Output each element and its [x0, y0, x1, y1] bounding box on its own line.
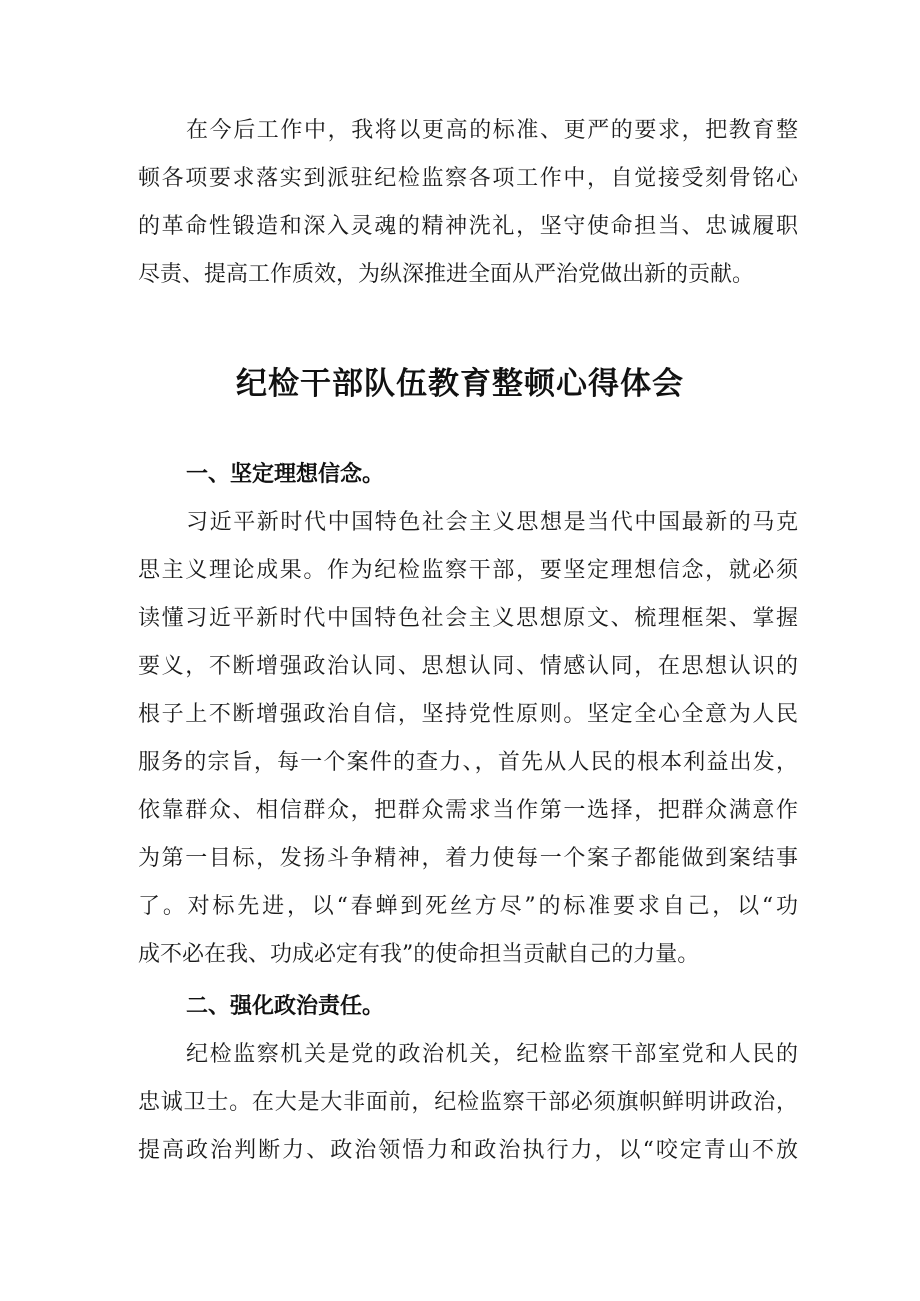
section1-line: 了。对标先进，以“春蝉到死丝方尽”的标准要求自己，以“功: [138, 894, 798, 919]
section1-line: 读懂习近平新时代中国特色社会主义思想原文、梳理框架、掌握: [138, 606, 798, 631]
section2-line: 纪检监察机关是党的政治机关，纪检监察干部室党和人民的: [186, 1042, 798, 1067]
article-title: 纪检干部队伍教育整顿心得体会: [236, 366, 684, 402]
section-heading-1: 一、坚定理想信念。: [186, 462, 385, 487]
section1-line: 依靠群众、相信群众，把群众需求当作第一选择，把群众满意作: [138, 798, 798, 823]
intro-paragraph-line: 在今后工作中，我将以更高的标准、更严的要求，把教育整: [186, 118, 798, 143]
section-heading-2: 二、强化政治责任。: [186, 994, 385, 1019]
intro-paragraph-line: 尽责、提高工作质效，为纵深推进全面从严治党做出新的贡献。: [138, 262, 755, 287]
section1-line: 成不必在我、功成必定有我”的使命担当贡献自己的力量。: [138, 942, 700, 967]
section1-line: 要义，不断增强政治认同、思想认同、情感认同，在思想认识的: [138, 654, 798, 679]
section1-line: 服务的宗旨，每一个案件的查力、，首先从人民的根本利益出发，: [138, 750, 798, 775]
section1-line: 习近平新时代中国特色社会主义思想是当代中国最新的马克: [186, 510, 798, 535]
section1-line: 根子上不断增强政治自信，坚持党性原则。坚定全心全意为人民: [138, 702, 798, 727]
section2-line: 忠诚卫士。在大是大非面前，纪检监察干部必须旗帜鲜明讲政治，: [138, 1090, 798, 1115]
intro-paragraph-line: 的革命性锻造和深入灵魂的精神洗礼，坚守使命担当、忠诚履职: [138, 214, 798, 239]
intro-paragraph-line: 顿各项要求落实到派驻纪检监察各项工作中，自觉接受刻骨铭心: [138, 166, 798, 191]
section1-line: 为第一目标，发扬斗争精神，着力使每一个案子都能做到案结事: [138, 846, 798, 871]
section2-line: 提高政治判断力、政治领悟力和政治执行力，以“咬定青山不放: [138, 1138, 798, 1163]
section1-line: 思主义理论成果。作为纪检监察干部，要坚定理想信念，就必须: [138, 558, 798, 583]
